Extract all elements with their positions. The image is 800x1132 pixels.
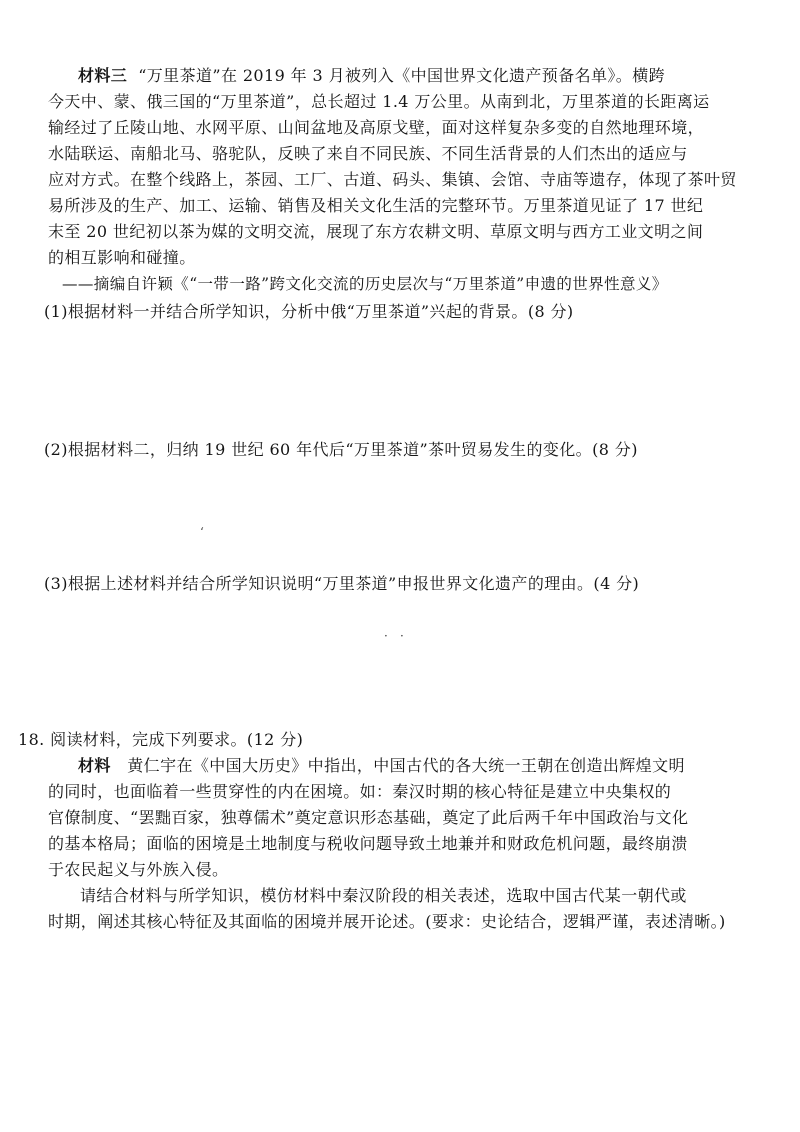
- q18-task-line-2: 时期，阐述其核心特征及其面临的困境并展开论述。(要求：史论结合，逻辑严谨，表述清晰。): [48, 912, 726, 931]
- material3-line-4: 水陆联运、南船北马、骆驼队，反映了来自不同民族、不同生活背景的人们杰出的适应与: [48, 144, 688, 163]
- scan-speck: ·: [400, 629, 404, 643]
- material3-line-3: 输经过了丘陵山地、水网平原、山间盆地及高原戈壁，面对这样复杂多变的自然地理环境，: [48, 118, 705, 137]
- q18-line-1: [78, 756, 778, 776]
- q18-line-5: 于农民起义与外族入侵。: [48, 860, 229, 879]
- material3-label: 材料三: [78, 66, 128, 85]
- q18-line-4: 的基本格局；面临的困境是土地制度与税收问题导致土地兼并和财政危机问题，最终崩溃: [48, 834, 688, 853]
- question-2: (2)根据材料二，归纳 19 世纪 60 年代后“万里茶道”茶叶贸易发生的变化。(8 分): [44, 440, 638, 459]
- scan-speck: ʻ: [200, 525, 204, 539]
- material3-line-1: [78, 66, 778, 86]
- material3-line-7: 末至 20 世纪初以茶为媒的文明交流，展现了东方农耕文明、草原文明与西方工业文明之间: [48, 222, 704, 241]
- q18-material-label: 材料: [78, 756, 111, 775]
- material3-source: ——摘编自许颖《“一带一路”跨文化交流的历史层次与“万里茶道”申遗的世界性意义》: [62, 275, 668, 293]
- q18-line-3: 官僚制度、“罢黜百家，独尊儒术”奠定意识形态基础，奠定了此后两千年中国政治与文化: [48, 808, 689, 827]
- question-3: (3)根据上述材料并结合所学知识说明“万里茶道”申报世界文化遗产的理由。(4 分): [44, 574, 640, 593]
- material3-line-5: 应对方式。在整个线路上，茶园、工厂、古道、码头、集镇、会馆、寺庙等遗存，体现了茶叶贸: [48, 170, 737, 189]
- material3-line-8: 的相互影响和碰撞。: [48, 248, 196, 267]
- scan-speck: ·: [384, 629, 388, 643]
- q18-text-1: 黄仁宇在《中国大历史》中指出，中国古代的各大统一王朝在创造出辉煌文明: [127, 756, 685, 775]
- material3-text-1: “万里茶道”在 2019 年 3 月被列入《中国世界文化遗产预备名单》。横跨: [138, 66, 665, 85]
- question-1: (1)根据材料一并结合所学知识，分析中俄“万里茶道”兴起的背景。(8 分): [44, 302, 574, 321]
- q18-header: 18. 阅读材料，完成下列要求。(12 分): [18, 730, 304, 749]
- material3-line-2: 今天中、蒙、俄三国的“万里茶道”，总长超过 1.4 万公里。从南到北，万里茶道的长距离运: [48, 92, 710, 111]
- q18-line-2: 的同时，也面临着一些贯穿性的内在困境。如：秦汉时期的核心特征是建立中央集权的: [48, 782, 672, 801]
- material3-line-6: 易所涉及的生产、加工、运输、销售及相关文化生活的完整环节。万里茶道见证了 17 世纪: [48, 196, 704, 215]
- q18-task-line-1: 请结合材料与所学知识，模仿材料中秦汉阶段的相关表述，选取中国古代某一朝代或: [80, 886, 687, 905]
